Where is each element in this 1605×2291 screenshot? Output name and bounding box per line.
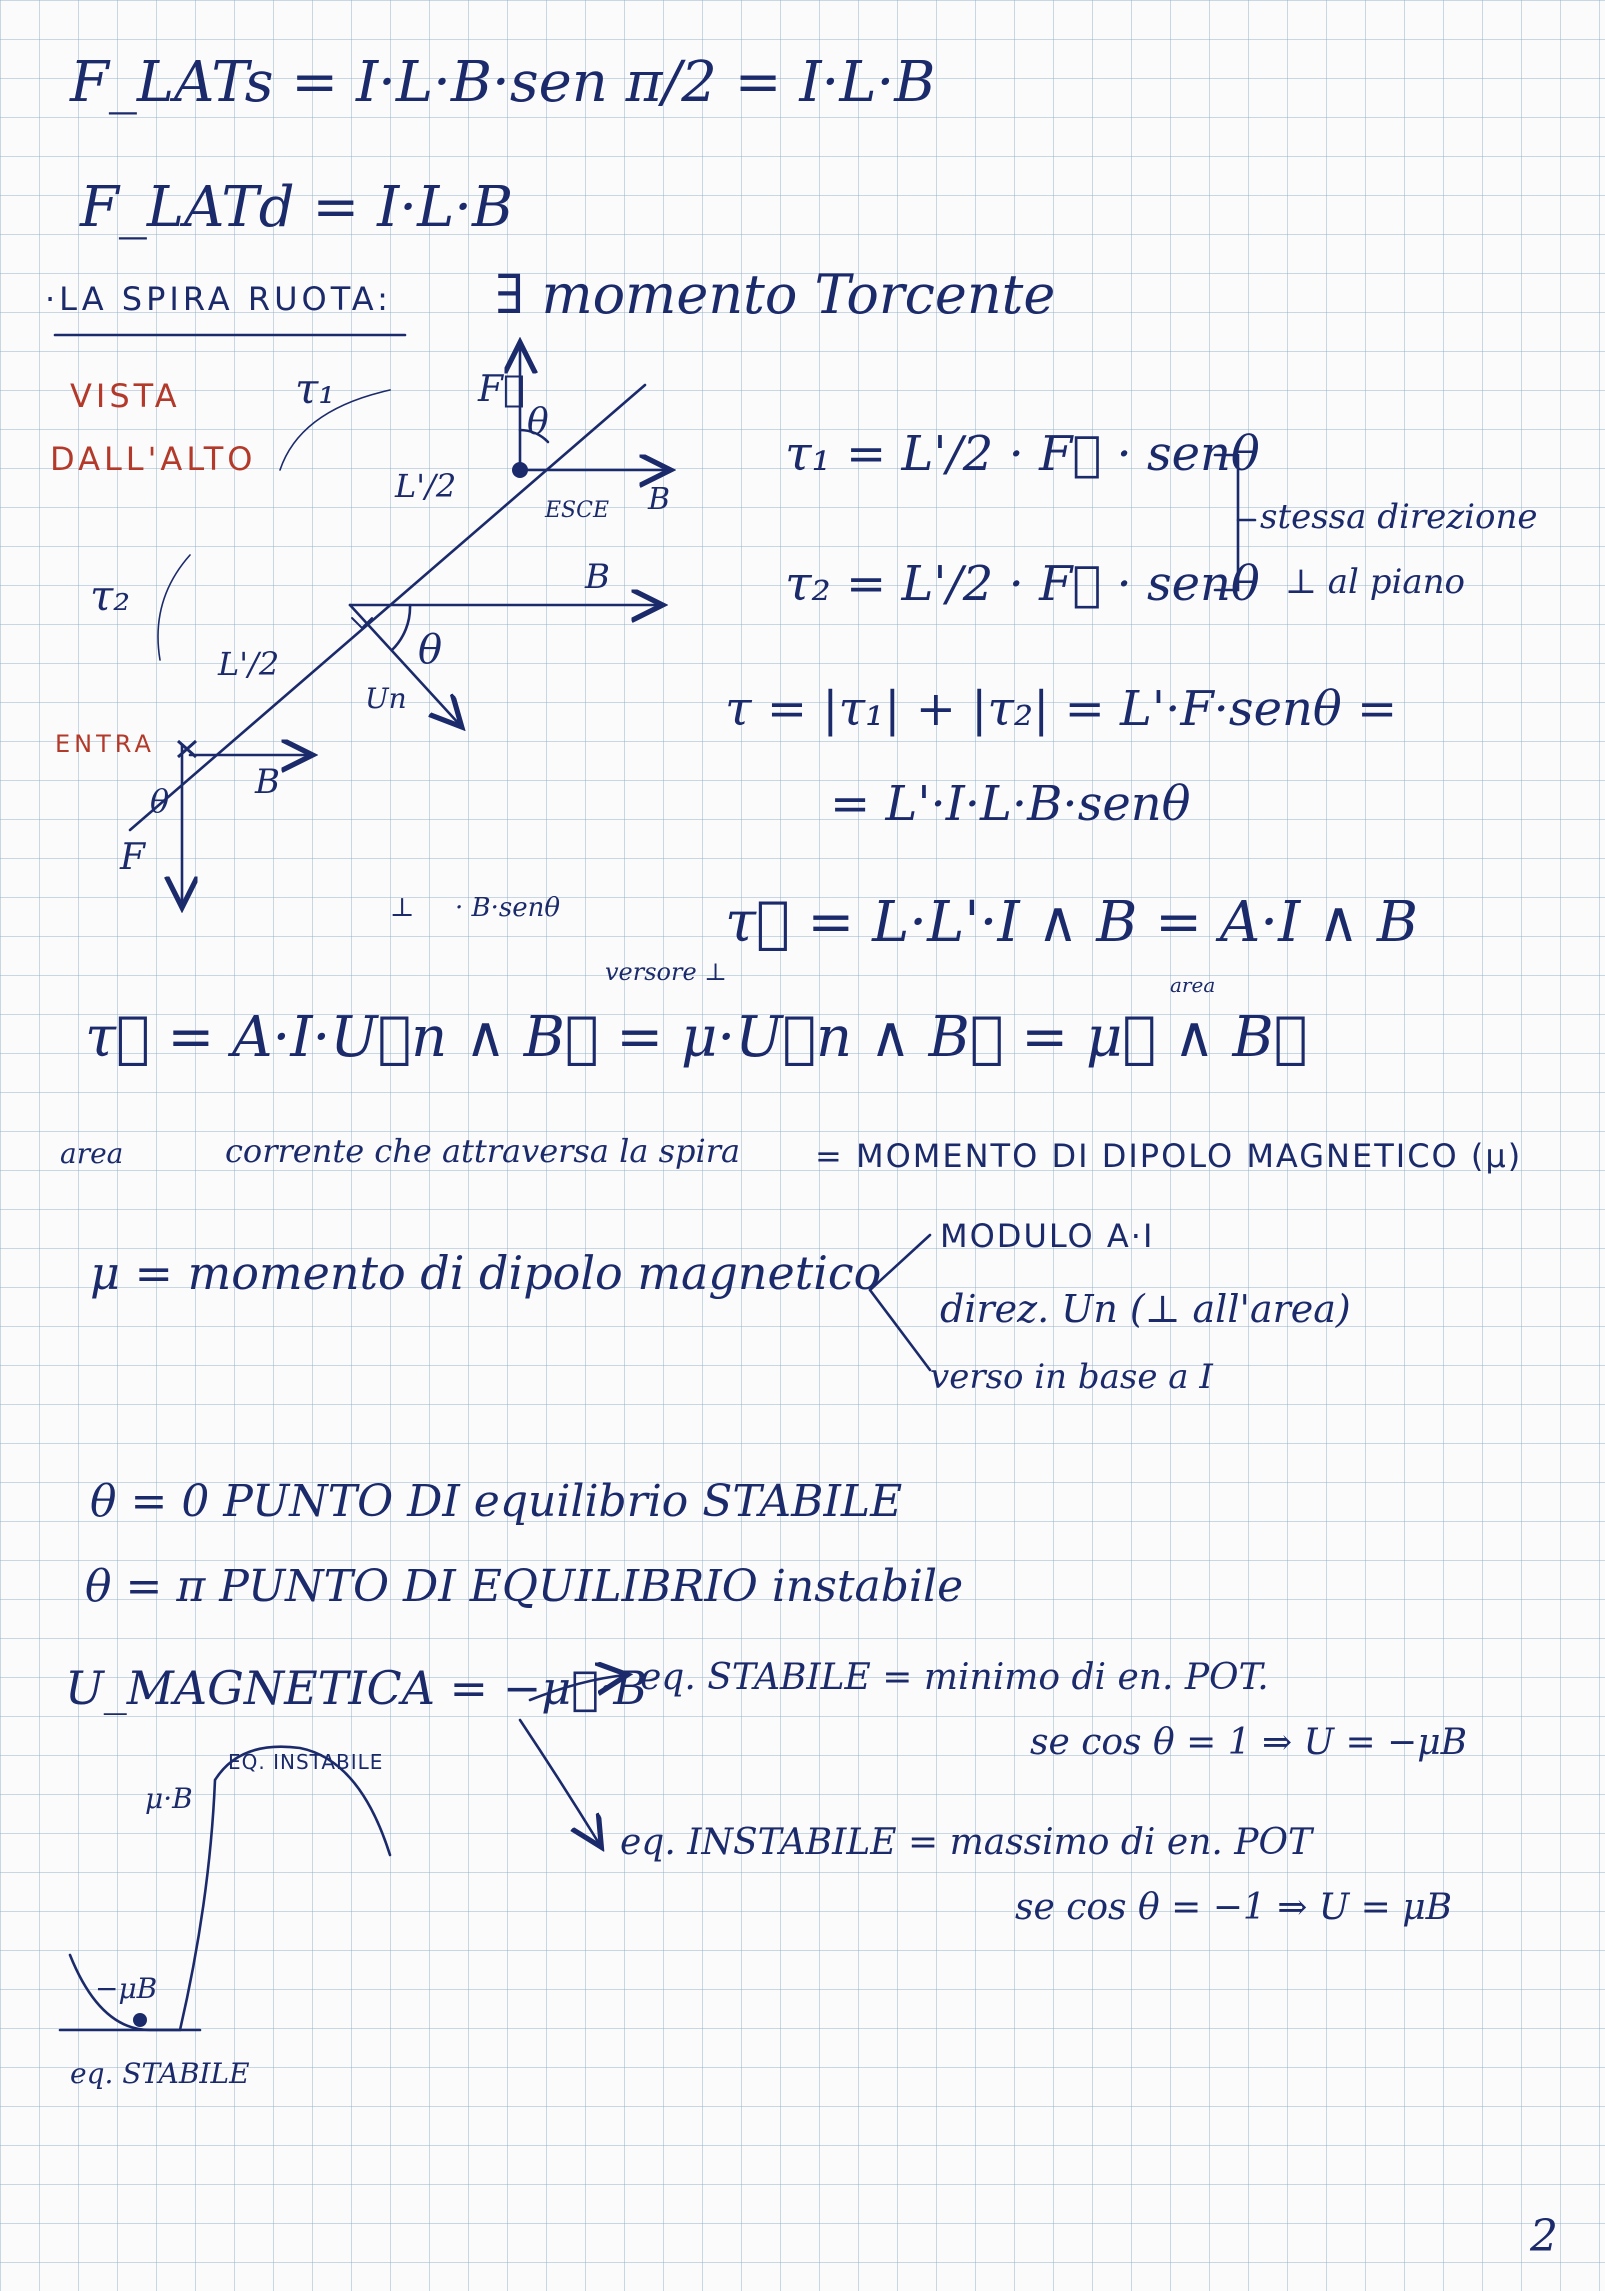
tau1-label: τ₁ — [295, 364, 336, 413]
sub-area: area — [60, 1137, 124, 1170]
b-top-label: B — [648, 482, 671, 517]
stable-ball — [133, 2013, 147, 2027]
under-note-1: ⊥ — [390, 893, 415, 923]
sum-eq-2: = L'·I·L·B·senθ — [830, 776, 1191, 832]
force-bottom-label: F — [120, 837, 145, 878]
energy-eq: U_MAGNETICA = −μ⃗·B — [65, 1661, 648, 1715]
plot-bottom-label: eq. STABILE — [70, 2057, 250, 2090]
plot-minus-mu-b: −μB — [95, 1972, 158, 2005]
theta-arc-mid — [392, 605, 410, 650]
sub-current: corrente che attraversa la spira — [225, 1132, 741, 1170]
mu-verso: verso in base a I — [930, 1357, 1213, 1397]
force-top-label: F⃗ — [478, 369, 525, 410]
mu-modulo: MODULO A·I — [940, 1217, 1155, 1255]
view-label-2: DALL'ALTO — [50, 440, 257, 478]
theta-mid-label: θ — [418, 627, 443, 673]
stable-cond: se cos θ = 1 ⇒ U = −μB — [1030, 1722, 1468, 1763]
section-heading: ·LA SPIRA RUOTA: — [45, 280, 392, 318]
b-mid-label: B — [585, 557, 610, 597]
tau2-label: τ₂ — [90, 571, 131, 620]
arrow-to-unstable — [520, 1720, 600, 1845]
unstable-eq: eq. INSTABILE = massimo di en. POT — [620, 1822, 1313, 1863]
eq-stable-line: θ = 0 PUNTO DI equilibrio STABILE — [90, 1476, 903, 1527]
half-lprime-top: L'/2 — [395, 467, 457, 505]
eq-f-lat-s: F_LATs = I·L·B·sen π/2 = I·L·B — [70, 50, 936, 115]
unstable-cond: se cos θ = −1 ⇒ U = μB — [1015, 1887, 1453, 1928]
exit-label: ESCE — [545, 498, 610, 523]
eq-f-lat-d: F_LATd = I·L·B — [80, 175, 514, 240]
area-sub: area — [1170, 973, 1216, 997]
bracket-note-2: ⊥ al piano — [1285, 562, 1466, 602]
b-low-label: B — [255, 762, 280, 802]
bracket-note-1: stessa direzione — [1260, 497, 1538, 537]
un-label: Un — [365, 682, 407, 715]
exit-dot — [512, 462, 528, 478]
tau2-eq: τ₂ = L'/2 · F⃗ · senθ — [785, 556, 1260, 612]
theta-low-label: θ — [150, 782, 170, 820]
sum-eq-1: τ = |τ₁| + |τ₂| = L'·F·senθ = — [725, 681, 1398, 737]
eq-unstable-line: θ = π PUNTO DI EQUILIBRIO instabile — [85, 1561, 964, 1612]
dipole-def: = MOMENTO DI DIPOLO MAGNETICO (μ) — [815, 1137, 1523, 1175]
page-number: 2 — [1530, 2211, 1558, 2262]
half-lprime-bottom: L'/2 — [218, 645, 280, 683]
under-note-2: · B·senθ — [455, 893, 561, 923]
full-torque-eq: τ⃗ = A·I·U⃗n ∧ B⃗ = μ·U⃗n ∧ B⃗ = μ⃗ ∧ B⃗ — [85, 1005, 1308, 1070]
mu-direzione: direz. Un (⊥ all'area) — [940, 1287, 1351, 1331]
stable-eq: eq. STABILE = minimo di en. POT. — [640, 1657, 1269, 1698]
view-label-1: VISTA — [70, 377, 181, 415]
theta-top-label: θ — [527, 402, 549, 443]
torque-exists: ∃ momento Torcente — [495, 263, 1056, 326]
tau1-eq: τ₁ = L'/2 · F⃗ · senθ — [785, 426, 1260, 482]
tau2-arc — [158, 555, 190, 660]
mu-def-lhs: μ = momento di dipolo magnetico — [90, 1246, 882, 1300]
enter-label: ENTRA — [55, 730, 155, 758]
vector-eq: τ⃗ = L·L'·I ∧ B = A·I ∧ B — [725, 890, 1418, 955]
plot-mu-b: μ·B — [145, 1782, 193, 1815]
versore-label: versore ⊥ — [605, 958, 727, 986]
plot-top-label: EQ. INSTABILE — [228, 1750, 384, 1774]
